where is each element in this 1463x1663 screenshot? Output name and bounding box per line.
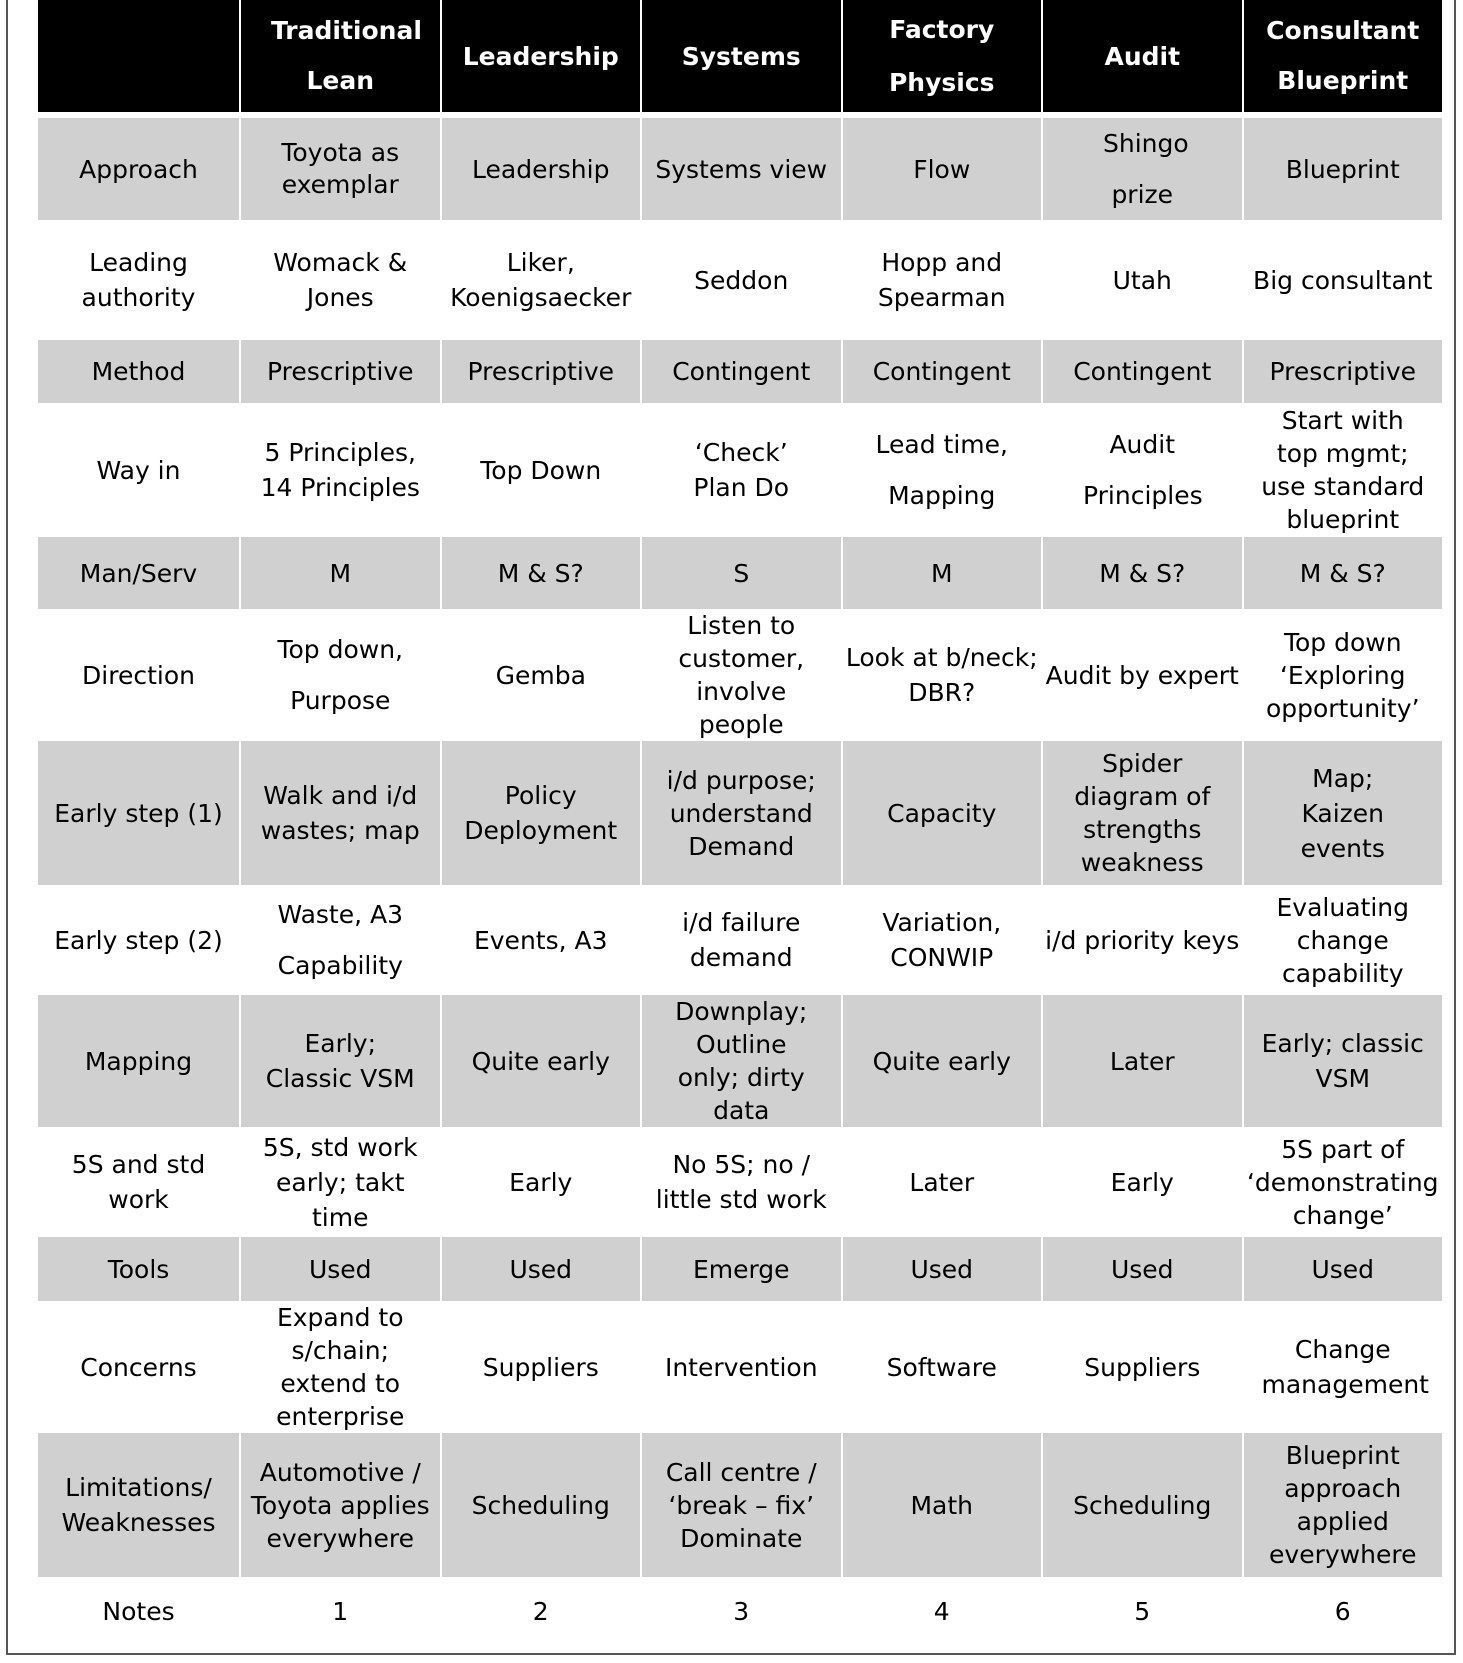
table-cell: Contingent	[640, 340, 841, 403]
table-cell: Quite early	[841, 995, 1042, 1127]
table-row-notes	[38, 1577, 1442, 1645]
table-cell: Used	[841, 1237, 1042, 1301]
table-cell: ‘Check’ Plan Do	[640, 403, 841, 537]
table-row-approach	[38, 118, 1442, 220]
table-cell: 5S part of ‘demonstrating change’	[1242, 1127, 1443, 1237]
table-cell: Audit by expert	[1041, 609, 1242, 741]
table-cell: Later	[841, 1127, 1042, 1237]
table-cell: Shingo prize	[1041, 118, 1242, 220]
table-cell: Top down ‘Exploring opportunity’	[1242, 609, 1443, 741]
table-cell: No 5S; no / little std work	[640, 1127, 841, 1237]
table-cell: 6	[1242, 1577, 1443, 1645]
table-row-early-step-2	[38, 885, 1442, 995]
table-cell: i/d failure demand	[640, 885, 841, 995]
table-cell: Waste, A3 Capability	[239, 885, 440, 995]
header-leadership: Leadership	[440, 0, 641, 112]
row-label: Way in	[38, 403, 239, 537]
table-cell: 2	[440, 1577, 641, 1645]
table-cell: Early	[440, 1127, 641, 1237]
table-cell: Leadership	[440, 118, 641, 220]
table-row-leading-authority	[38, 220, 1442, 340]
table-row-method	[38, 340, 1442, 403]
table-cell: Used	[440, 1237, 641, 1301]
header-corner	[38, 0, 239, 112]
table-row-tools	[38, 1237, 1442, 1301]
table-cell: Used	[1041, 1237, 1242, 1301]
table-cell: 5S, std work early; takt time	[239, 1127, 440, 1237]
table-cell: Used	[239, 1237, 440, 1301]
table-cell: Map; Kaizen events	[1242, 741, 1443, 885]
table-cell: Change management	[1242, 1301, 1443, 1433]
table-row-concerns	[38, 1301, 1442, 1433]
table-cell: 5	[1041, 1577, 1242, 1645]
table-row-direction	[38, 609, 1442, 741]
row-label: Man/Serv	[38, 537, 239, 609]
header-row	[38, 0, 1442, 112]
table-cell: i/d priority keys	[1041, 885, 1242, 995]
row-label: Concerns	[38, 1301, 239, 1433]
header-systems: Systems	[640, 0, 841, 112]
table-cell: Top down, Purpose	[239, 609, 440, 741]
header-audit: Audit	[1041, 0, 1242, 112]
table-cell: i/d purpose; understand Demand	[640, 741, 841, 885]
table-cell: Call centre / ‘break – fix’ Dominate	[640, 1433, 841, 1577]
table-cell: Early	[1041, 1127, 1242, 1237]
table-row-early-step-1	[38, 741, 1442, 885]
table-cell: Contingent	[1041, 340, 1242, 403]
header-factory-physics: Factory Physics	[841, 0, 1042, 112]
table-cell: Toyota as exemplar	[239, 118, 440, 220]
row-label: Leading authority	[38, 220, 239, 340]
row-label: Limitations/ Weaknesses	[38, 1433, 239, 1577]
table-cell: Quite early	[440, 995, 641, 1127]
row-label: Mapping	[38, 995, 239, 1127]
table-row-limitations	[38, 1433, 1442, 1577]
row-label: Approach	[38, 118, 239, 220]
table-cell: Early; classic VSM	[1242, 995, 1443, 1127]
table-cell: Walk and i/d wastes; map	[239, 741, 440, 885]
table-cell: Audit Principles	[1041, 403, 1242, 537]
table-cell: M	[239, 537, 440, 609]
table-cell: M & S?	[1041, 537, 1242, 609]
table-cell: Systems view	[640, 118, 841, 220]
table-cell: Policy Deployment	[440, 741, 641, 885]
row-label: Early step (2)	[38, 885, 239, 995]
table-cell: Hopp and Spearman	[841, 220, 1042, 340]
table-cell: Listen to customer, involve people	[640, 609, 841, 741]
table-row-way-in	[38, 403, 1442, 537]
row-label: Notes	[38, 1577, 239, 1645]
row-label: Tools	[38, 1237, 239, 1301]
row-label: Early step (1)	[38, 741, 239, 885]
table-cell: Evaluating change capability	[1242, 885, 1443, 995]
table-cell: Big consultant	[1242, 220, 1443, 340]
table-cell: Spider diagram of strengths weakness	[1041, 741, 1242, 885]
table-cell: Blueprint approach applied everywhere	[1242, 1433, 1443, 1577]
table-cell: Utah	[1041, 220, 1242, 340]
table-cell: Expand to s/chain; extend to enterprise	[239, 1301, 440, 1433]
table-cell: 5 Principles, 14 Principles	[239, 403, 440, 537]
table-cell: Seddon	[640, 220, 841, 340]
table-cell: M & S?	[440, 537, 641, 609]
table-cell: Scheduling	[440, 1433, 641, 1577]
comparison-table	[38, 0, 1442, 1645]
table-cell: 4	[841, 1577, 1042, 1645]
table-cell: Later	[1041, 995, 1242, 1127]
table-cell: Downplay; Outline only; dirty data	[640, 995, 841, 1127]
table-cell: Capacity	[841, 741, 1042, 885]
table-cell: Intervention	[640, 1301, 841, 1433]
table-cell: Suppliers	[440, 1301, 641, 1433]
table-cell: Events, A3	[440, 885, 641, 995]
table-cell: Prescriptive	[440, 340, 641, 403]
table-cell: Scheduling	[1041, 1433, 1242, 1577]
header-traditional-lean: Traditional Lean	[239, 0, 440, 112]
row-label: Direction	[38, 609, 239, 741]
table-cell: Gemba	[440, 609, 641, 741]
table-cell: Prescriptive	[239, 340, 440, 403]
table-cell: Emerge	[640, 1237, 841, 1301]
table-cell: Blueprint	[1242, 118, 1443, 220]
table-cell: Womack & Jones	[239, 220, 440, 340]
row-label: Method	[38, 340, 239, 403]
table-cell: Prescriptive	[1242, 340, 1443, 403]
table-cell: Variation, CONWIP	[841, 885, 1042, 995]
table-cell: Suppliers	[1041, 1301, 1242, 1433]
table-cell: 3	[640, 1577, 841, 1645]
table-row-mapping	[38, 995, 1442, 1127]
table-cell: Liker, Koenigsaecker	[440, 220, 641, 340]
table-cell: Software	[841, 1301, 1042, 1433]
table-cell: 1	[239, 1577, 440, 1645]
table-cell: Used	[1242, 1237, 1443, 1301]
table-cell: Top Down	[440, 403, 641, 537]
table-row-5s-std-work	[38, 1127, 1442, 1237]
table-cell: Math	[841, 1433, 1042, 1577]
table-cell: Early; Classic VSM	[239, 995, 440, 1127]
table-cell: Automotive / Toyota applies everywhere	[239, 1433, 440, 1577]
row-label: 5S and std work	[38, 1127, 239, 1237]
table-cell: Flow	[841, 118, 1042, 220]
table-cell: M & S?	[1242, 537, 1443, 609]
table-row-man-serv	[38, 537, 1442, 609]
table-cell: Contingent	[841, 340, 1042, 403]
table-cell: Lead time, Mapping	[841, 403, 1042, 537]
table-cell: M	[841, 537, 1042, 609]
table-cell: Start with top mgmt; use standard blueprint	[1242, 403, 1443, 537]
table-cell: Look at b/neck; DBR?	[841, 609, 1042, 741]
table-cell: S	[640, 537, 841, 609]
header-consultant-blueprint: Consultant Blueprint	[1242, 0, 1443, 112]
